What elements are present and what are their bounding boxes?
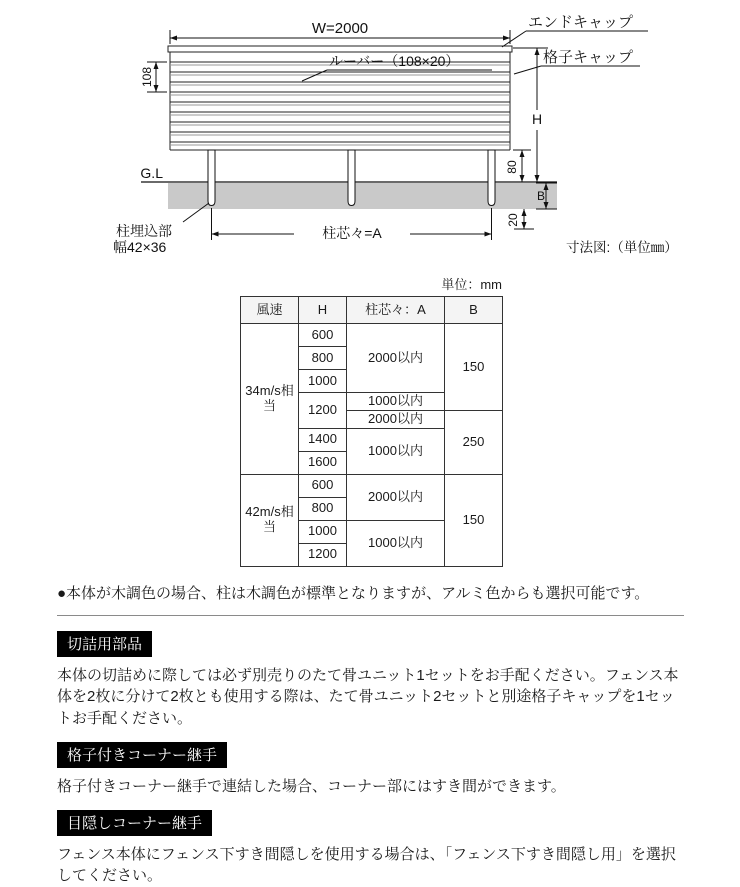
col-header-h: H <box>299 297 347 324</box>
cell-h: 1600 <box>299 451 347 474</box>
scale-note: 寸法図:（単位㎜） <box>566 240 678 255</box>
cell-h: 1000 <box>299 520 347 543</box>
spec-table <box>240 296 503 567</box>
note-title-lattice-corner-joint: 格子付きコーナー継手 <box>57 742 227 768</box>
louver-shadow-lines <box>170 65 510 145</box>
color-option-note: ●本体が木調色の場合、柱は木調色が標準となりますが、アルミ色からも選択可能です。 <box>57 584 650 602</box>
cell-h: 1200 <box>299 543 347 566</box>
note-body-lattice-corner-joint: 格子付きコーナー継手で連結した場合、コーナー部にはすき間ができます。 <box>57 777 566 795</box>
fence-dimension-diagram <box>0 0 740 272</box>
note-block-cut-parts <box>57 628 684 730</box>
divider <box>57 615 684 616</box>
cell-a: 2000以内 <box>347 410 445 428</box>
cell-h: 1000 <box>299 370 347 393</box>
post-embed-label-line1: 柱埋込部 <box>116 223 172 239</box>
end-cap-label: エンドキャップ <box>528 14 634 31</box>
note-body-privacy-corner-joint: フェンス本体にフェンス下すき間隠しを使用する場合は、「フェンス下すき間隠し用」を選択してください。 <box>57 845 676 885</box>
cell-wind-42: 42m/s相当 <box>241 474 299 566</box>
table-unit-label: 単位：mm <box>441 277 502 292</box>
cell-h: 800 <box>299 347 347 370</box>
post-embed-label-line2: 幅42×36 <box>113 239 167 255</box>
col-header-b: B <box>445 297 503 324</box>
cell-a: 1000以内 <box>347 393 445 411</box>
cell-wind-34: 34m/s相当 <box>241 324 299 475</box>
cell-h: 1200 <box>299 393 347 429</box>
bottom-gap-dimension: 80 <box>505 160 519 174</box>
note-block-privacy-corner-joint <box>57 807 684 887</box>
cell-a: 1000以内 <box>347 428 445 474</box>
post-pitch-label: 柱芯々=A <box>322 225 382 241</box>
notes-section <box>57 583 684 887</box>
table-row <box>241 474 503 497</box>
cell-a: 1000以内 <box>347 520 445 566</box>
cell-h: 1400 <box>299 428 347 451</box>
cell-a: 2000以内 <box>347 474 445 520</box>
embed-depth-dimension: B <box>536 189 546 203</box>
cell-b: 250 <box>445 410 503 474</box>
note-title-privacy-corner-joint: 目隠しコーナー継手 <box>57 810 212 836</box>
col-header-wind: 風速 <box>241 297 299 324</box>
height-dimension-label: H <box>531 111 543 127</box>
cell-h: 800 <box>299 497 347 520</box>
cell-h: 600 <box>299 324 347 347</box>
louver-height-dimension: 108 <box>140 66 154 88</box>
table-row <box>241 324 503 347</box>
note-body-cut-parts: 本体の切詰めに際しては必ず別売りのたて骨ユニット1セットをお手配ください。フェンス本体を2枚に分けて2枚とも使用する際は、たて骨ユニット2セットと別途格子キャップを1セットお手配ください。 <box>57 666 679 728</box>
col-header-a: 柱芯々：A <box>347 297 445 324</box>
cell-h: 600 <box>299 474 347 497</box>
width-dimension-label: W=2000 <box>311 20 369 37</box>
lattice-cap-label: 格子キャップ <box>543 49 634 66</box>
ground-line-label: G.L <box>140 165 163 181</box>
cell-b: 150 <box>445 324 503 411</box>
cell-b: 150 <box>445 474 503 566</box>
note-title-cut-parts: 切詰用部品 <box>57 631 152 657</box>
spec-table-section <box>240 274 502 567</box>
depth-20-dimension: 20 <box>506 213 520 227</box>
table-header-row <box>241 297 503 324</box>
cell-a: 2000以内 <box>347 324 445 393</box>
louver-label: ルーバー（108×20） <box>329 53 460 69</box>
note-block-lattice-corner-joint <box>57 739 684 798</box>
